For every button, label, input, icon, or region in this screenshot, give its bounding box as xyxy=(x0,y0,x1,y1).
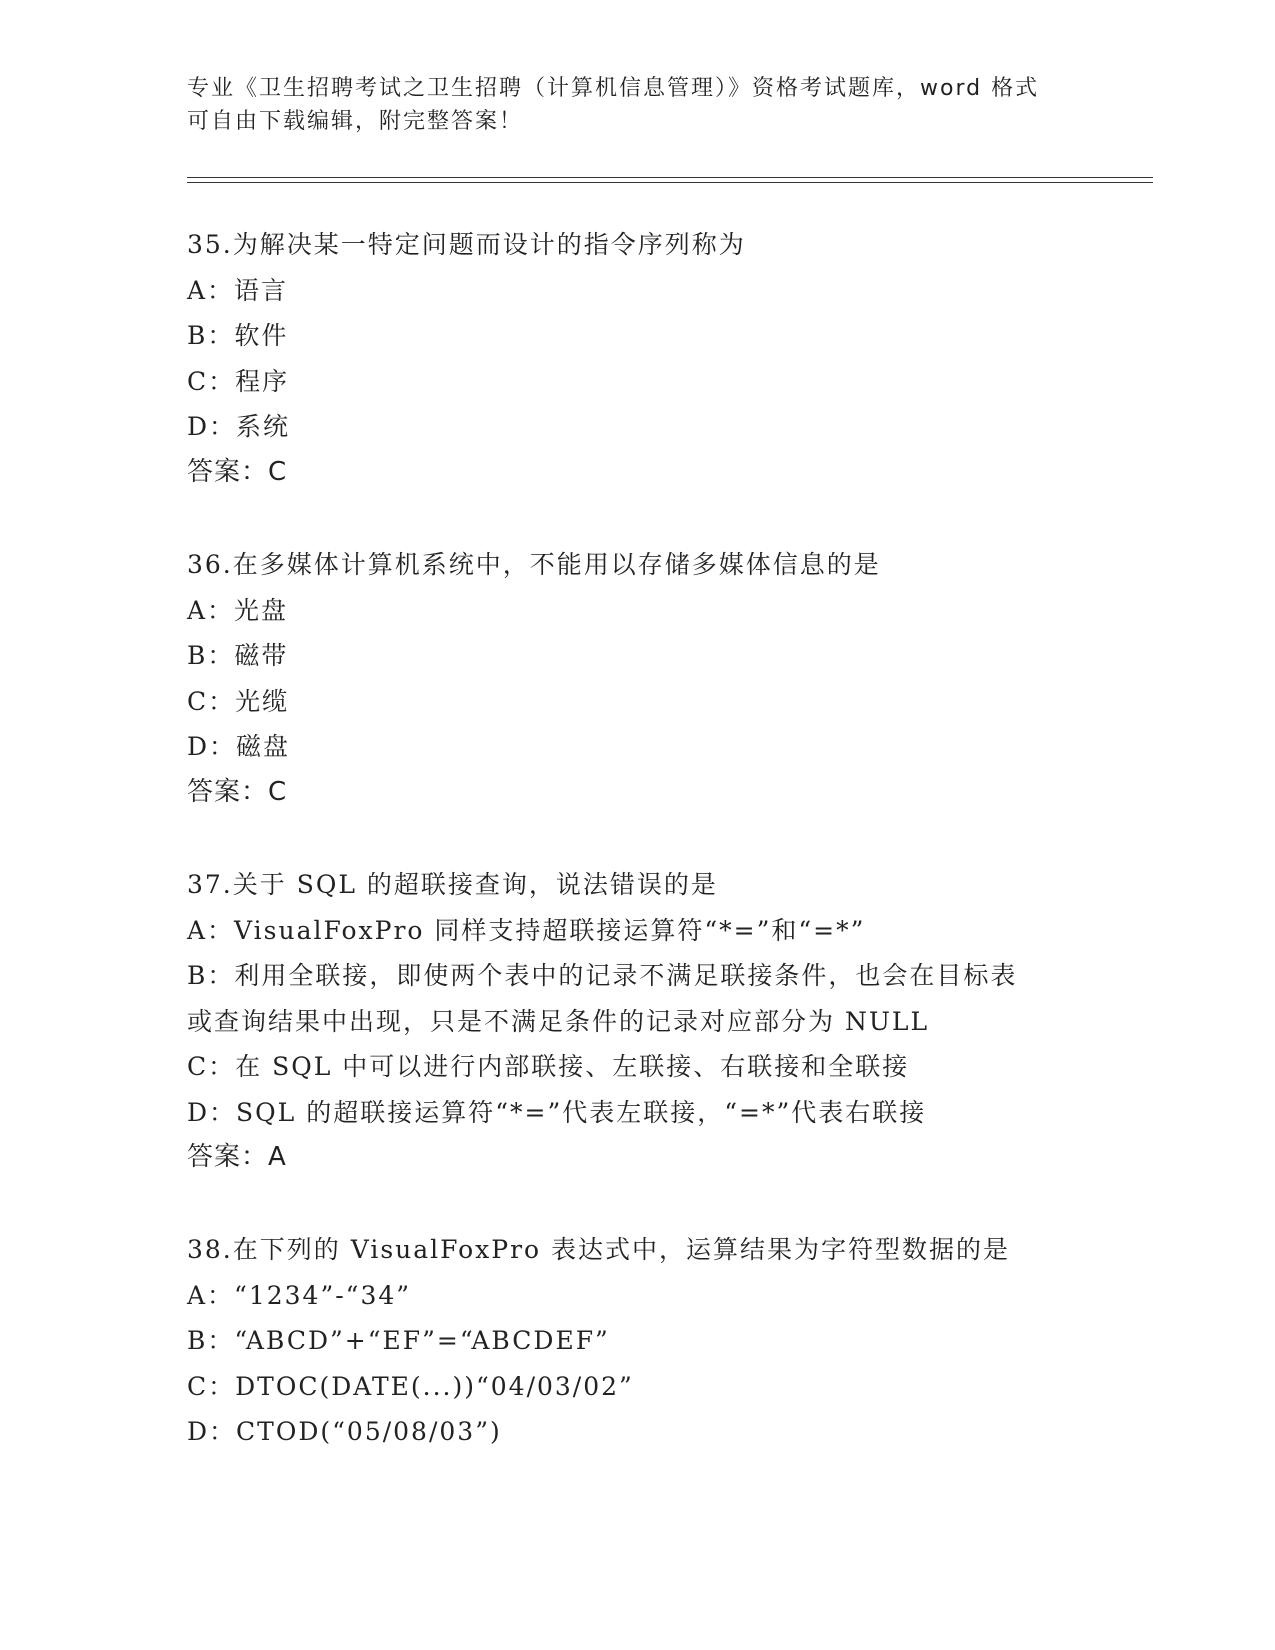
option-b: B：“ABCD”+“EF”=“ABCDEF” xyxy=(187,1326,610,1355)
header-line-2: 可自由下载编辑，附完整答案！ xyxy=(187,109,524,134)
answer: 答案：C xyxy=(187,456,288,487)
question-35 xyxy=(187,222,1087,495)
option-d: D：CTOD(“05/08/03”) xyxy=(187,1417,502,1446)
option-a: A：语言 xyxy=(187,275,289,305)
header-divider-top xyxy=(187,177,1153,178)
document-header xyxy=(187,72,1087,138)
option-b: B：利用全联接，即使两个表中的记录不满足联接条件，也会在目标表 xyxy=(187,961,1018,990)
option-c: C：在 SQL 中可以进行内部联接、左联接、右联接和全联接 xyxy=(187,1052,910,1081)
question-stem: 37.关于 SQL 的超联接查询，说法错误的是 xyxy=(187,870,718,899)
option-b-continued: 或查询结果中出现，只是不满足条件的记录对应部分为 NULL xyxy=(187,1006,930,1036)
question-stem: 38.在下列的 VisualFoxPro 表达式中，运算结果为字符型数据的是 xyxy=(187,1235,1011,1264)
option-b: B：软件 xyxy=(187,321,289,350)
option-a: A：“1234”-“34” xyxy=(187,1280,412,1310)
answer: 答案：A xyxy=(187,1142,287,1172)
question-37 xyxy=(187,862,1087,1181)
option-d: D：SQL 的超联接运算符“*=”代表左联接，“=*”代表右联接 xyxy=(187,1097,927,1127)
answer: 答案：C xyxy=(187,776,288,807)
option-c: C：光缆 xyxy=(187,686,290,716)
option-a: A：光盘 xyxy=(187,595,289,625)
option-c: C：DTOC(DATE(...))“04/03/02” xyxy=(187,1371,634,1401)
question-38 xyxy=(187,1227,1087,1455)
option-d: D：磁盘 xyxy=(187,732,291,761)
question-stem: 35.为解决某一特定问题而设计的指令序列称为 xyxy=(187,230,746,259)
header-line-1: 专业《卫生招聘考试之卫生招聘（计算机信息管理）》资格考试题库，word 格式 xyxy=(187,76,1040,101)
question-36 xyxy=(187,542,1087,815)
option-c: C：程序 xyxy=(187,366,290,396)
option-b: B：磁带 xyxy=(187,641,289,670)
option-a: A：VisualFoxPro 同样支持超联接运算符“*=”和“=*” xyxy=(187,915,866,945)
option-d: D：系统 xyxy=(187,412,291,441)
question-stem: 36.在多媒体计算机系统中，不能用以存储多媒体信息的是 xyxy=(187,550,881,579)
header-divider-bottom xyxy=(187,182,1153,183)
